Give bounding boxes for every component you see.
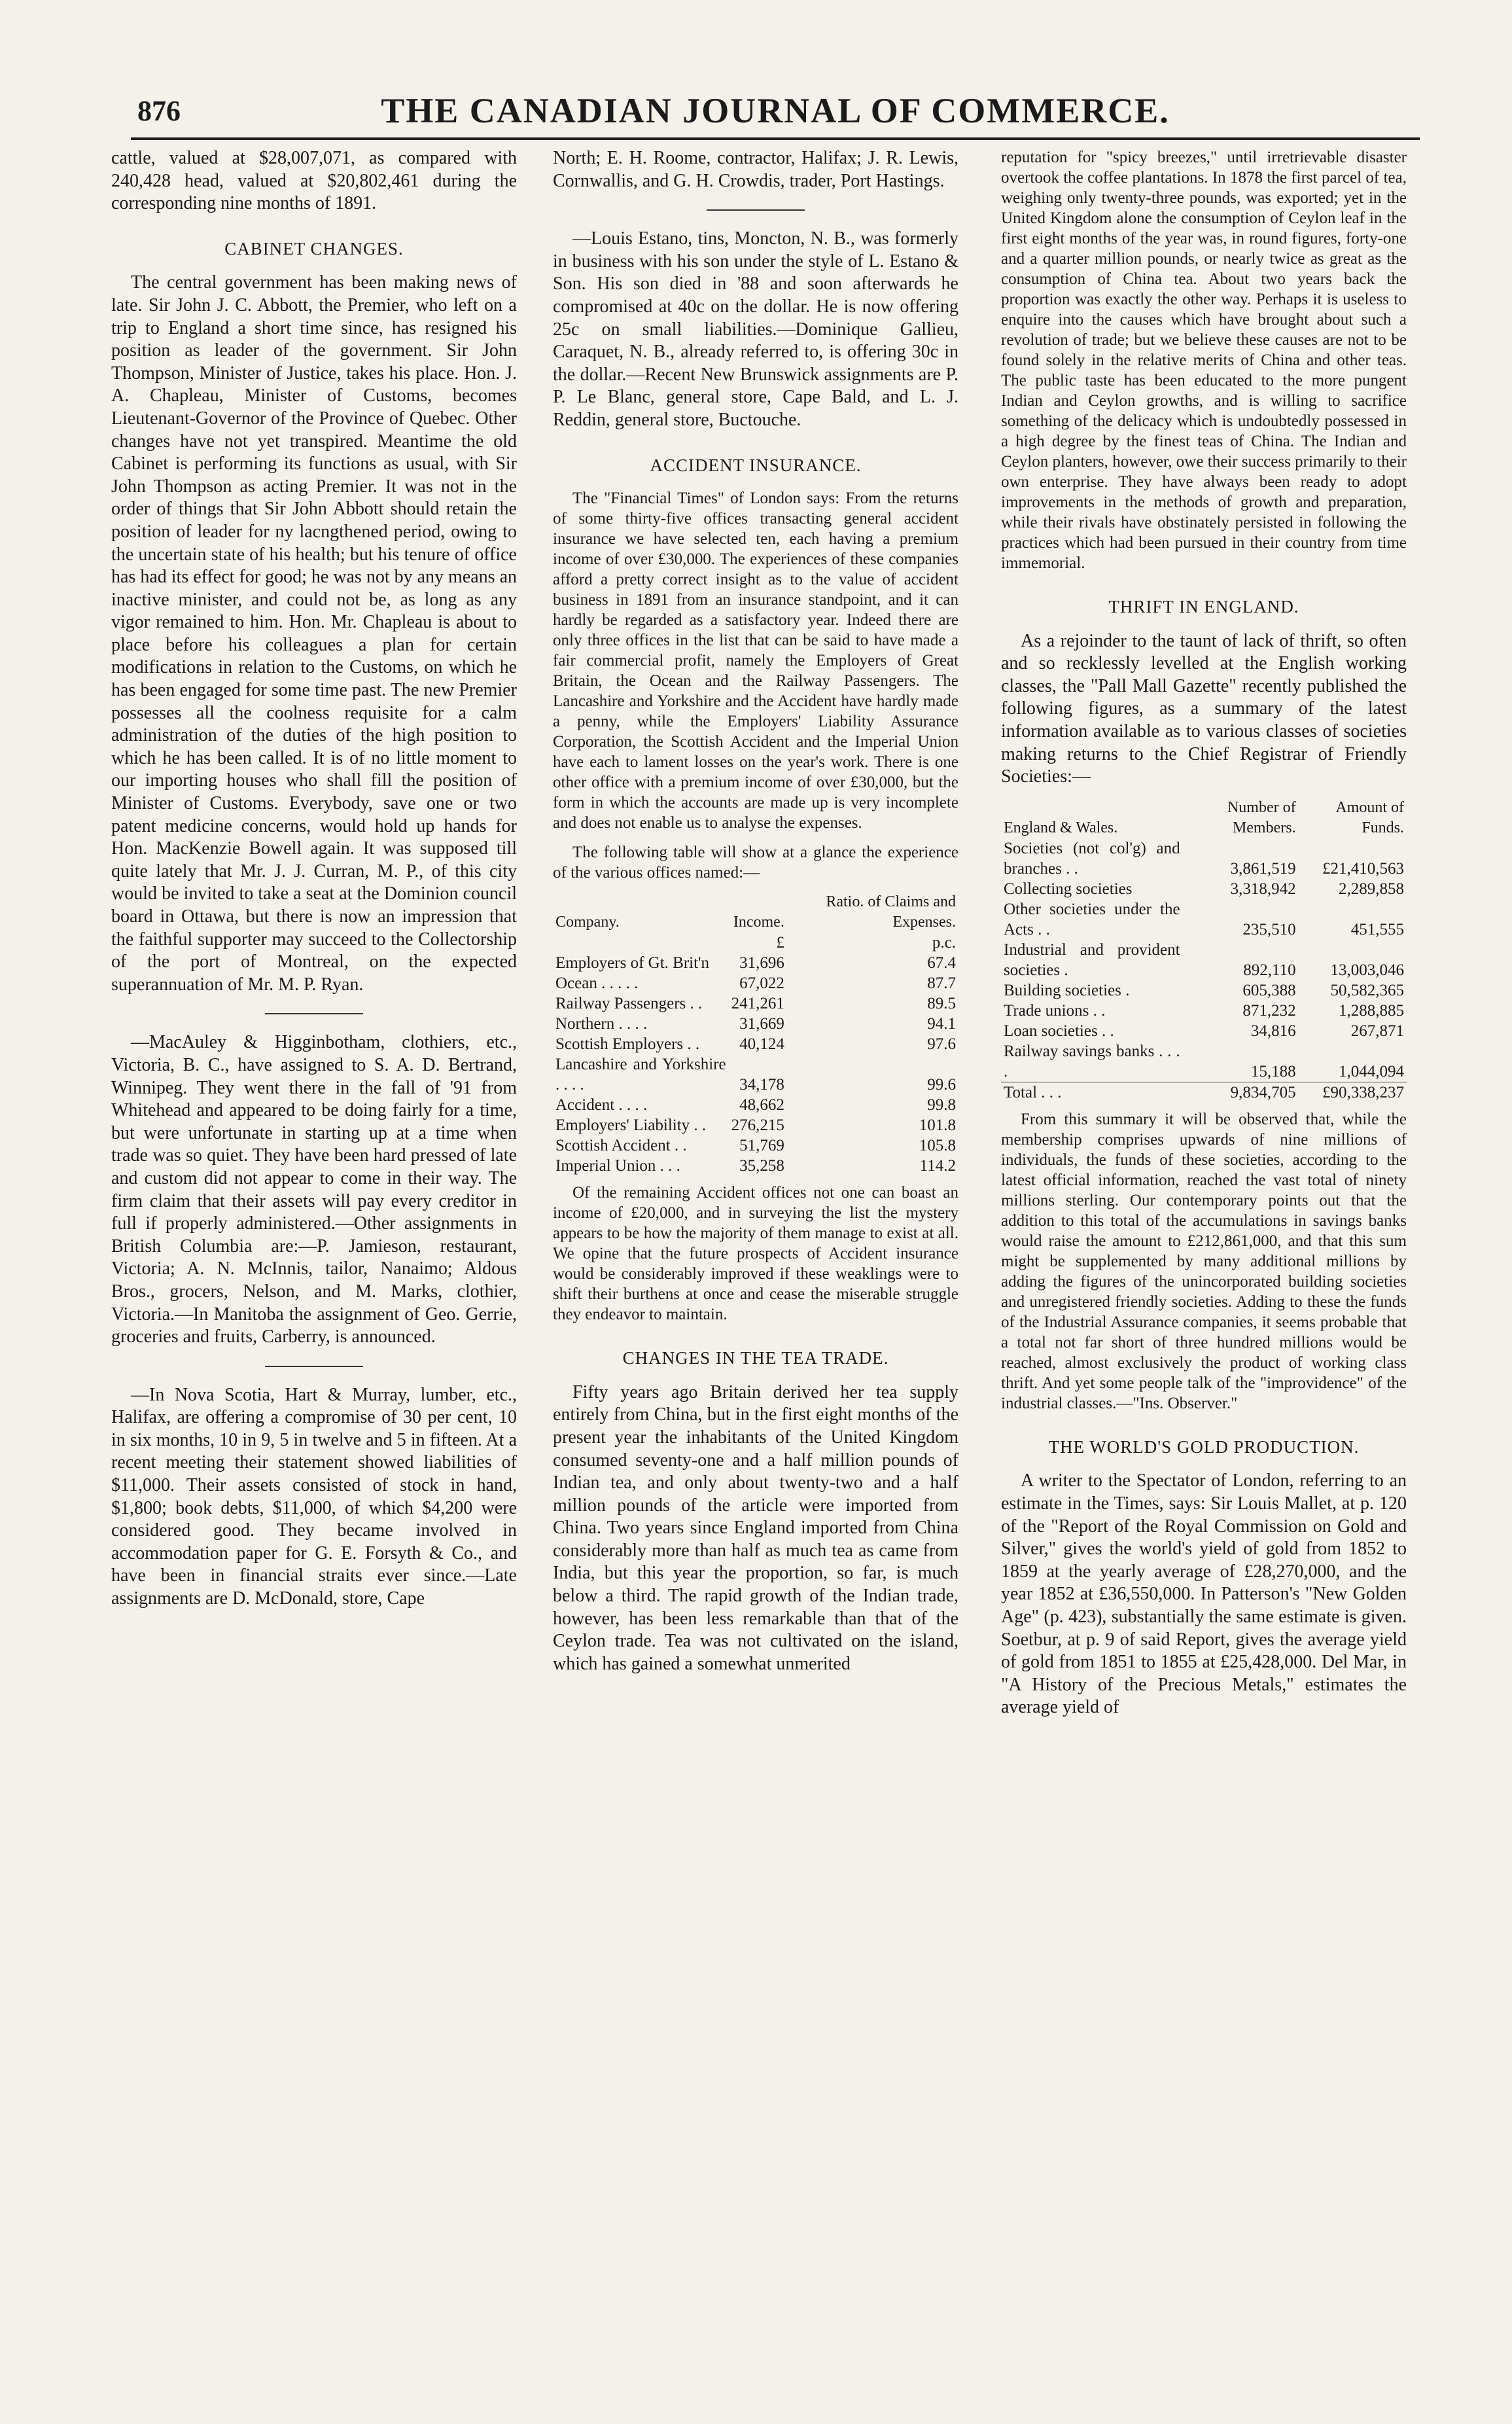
col-income: Income. (733, 914, 784, 931)
table-row: Scottish Accident . . 51,769 105.8 (555, 1137, 956, 1155)
col-funds: Amount of Funds. (1335, 798, 1404, 836)
table-row: Lancashire and Yorkshire . . . . 34,178 99.6 (555, 1056, 956, 1094)
table-row: Building societies . 605,388 50,582,365 (1004, 981, 1404, 999)
table-row: Other societies under the Acts . . 235,510 451,555 (1004, 900, 1404, 938)
table-row: Scottish Employers . . 40,124 97.6 (555, 1035, 956, 1054)
table-row: Industrial and provident societies . 892,110 13,003,046 (1004, 940, 1404, 979)
col-ratio: Ratio. of Claims and Expenses. (826, 893, 956, 931)
divider (265, 1366, 363, 1367)
table-header-row (1001, 798, 1407, 838)
table-total-row: Total . . . 9,834,705 £90,338,237 (1001, 1082, 1407, 1103)
table-row: Employers of Gt. Brit'n 31,696 67.4 (555, 954, 956, 972)
unit-income: £ (776, 934, 784, 952)
paragraph-north: North; E. H. Roome, contractor, Halifax; J. R. Lewis, Cornwallis, and G. H. Crowdis, trader, Port Hastings. (553, 148, 958, 191)
unit-ratio: p.c. (932, 934, 956, 952)
heading-cabinet-changes: CABINET CHANGES. (224, 238, 404, 258)
paragraph-tea-1: Fifty years ago Britain derived her tea supply entirely from China, but in the first eight months of the present year the inhabitants of the United Kingdom consumed seventy-one and a half million pounds of Indian tea, and only about twenty-two and a half million pounds of the article were imported from China. Two years since England imported from China considerably more than half as much tea as came from India, but this year the proportion, so far, is much below a third. The rapid growth of the Indian trade, however, has been less remarkable than that of the Ceylon trade. Tea was not cultivated on the island, which has gained a somewhat unmerited (553, 1381, 958, 1674)
paragraph-accident-1: The "Financial Times" of London says: From the returns of some thirty-five offices transacting general accident insurance we have selected ten, each having a premium income of over £30,000. The experiences of these companies afford a pretty correct insight as to the value of accident business in 1891 from an insurance standpoint, and it can hardly be regarded as a satisfactory year. Indeed there are only three offices in the list that can be said to have made a fair commercial profit, namely the Employers of Great Britain, the Ocean and the Railway Passengers. The Lancashire and Yorkshire and the Accident have hardly made a penny, while the Employers' Liability Assurance Corporation, the Scottish Accident and the Imperial Union have each to lament losses on the year's work. There is one other office with a premium income of over £30,000, but the form in which the accounts are made up is very incomplete and does not enable us to analyse the expenses. (553, 490, 958, 832)
heading-accident-insurance: ACCIDENT INSURANCE. (650, 455, 862, 475)
table-row: Imperial Union . . . 35,258 114.2 (555, 1157, 956, 1175)
journal-title: THE CANADIAN JOURNAL OF COMMERCE. (381, 91, 1170, 130)
table-row: Railway savings banks . . . . 15,188 1,044,094 (1004, 1042, 1404, 1080)
column-left (111, 147, 517, 1620)
table-row: Loan societies . . 34,816 267,871 (1004, 1022, 1404, 1040)
paragraph-cattle: cattle, valued at $28,007,071, as compared with 240,428 head, valued at $20,802,461 during the corresponding nine months of 1891. (111, 148, 517, 214)
paragraph-thrift-2: From this summary it will be observed that, while the membership comprises upwards of nine millions of individuals, the funds of these societies, according to the latest official information, reached the vast total of ninety millions sterling. Our contemporary points out that the addition to this total of the accumulations in savings banks would raise the amount to £212,861,000, and that this sum might be supplemented by many additional millions by adding the figures of the unincorporated building societies and unregistered friendly societies. Adding to these the funds of the Industrial Assurance companies, it seems probable that a total not far short of three hundred millions would be reached, almost exclusively the product of working class thrift. And yet some people talk of the "improvidence" of the industrial classes.—"Ins. Observer." (1001, 1110, 1407, 1412)
table-unit-row (553, 933, 958, 953)
paragraph-cabinet: The central government has been making news of late. Sir John J. C. Abbott, the Premier, who left on a trip to England a short time since, has resigned his position as leader of the government. Sir John Thompson, Minister of Justice, takes his place. Hon. J. A. Chapleau, Minister of Customs, becomes Lieutenant-Governor of the Province of Quebec. Other changes have not yet transpired. Meantime the old Cabinet is performing its functions as usual, with Sir John Thompson as acting Premier. It was not in the order of things that Sir John Abbott should retain the position of leader for ny lacngthened period, owing to the uncertain state of his health; but his tenure of office has had its effect for good; he was not by any means an inactive minister, and could not be, as long as any vigor remained to him. Hon. Mr. Chapleau is about to place before his colleagues a plan for certain modifications in relation to the Customs, on which he has been engaged for some time past. The new Premier possesses all the coolness requisite for a calm administration of the duties of the high position to which he has been called. It is of no little moment to our importing houses who shall fill the position of Minister of Customs. Everybody, save one or two patent medicine concerns, would hold up hands for Hon. MacKenzie Bowell again. It was supposed till quite lately that Mr. J. J. Curran, M. P., of this city would be invited to take a seat at the Dominion council board in Ottawa, but there is now an impression that the faithful supporter may succeed to the Collectorship of the port of Montreal, on the expected superannuation of Mr. M. P. Ryan. (111, 272, 517, 995)
table-row: Societies (not col'g) and branches . . 3,861,519 £21,410,563 (1004, 839, 1404, 878)
heading-thrift-england: THRIFT IN ENGLAND. (1108, 597, 1299, 616)
paragraph-estano: —Louis Estano, tins, Moncton, N. B., was formerly in business with his son under the style of L. Estano & Son. His son died in '88 and soon afterwards he compromised at 40c on the dollar. He is now offering 25c on small liabilities.—Dominique Gallieu, Caraquet, N. B., already referred to, is offering 30c in the dollar.—Recent New Brunswick assignments are P. P. Le Blanc, general store, Cape Bald, and L. J. Reddin, general store, Buctouche. (553, 228, 958, 430)
table-row: Northern . . . . 31,669 94.1 (555, 1015, 956, 1033)
paragraph-nova-scotia: —In Nova Scotia, Hart & Murray, lumber, etc., Halifax, are offering a compromise of 30 per cent, 10 in six months, 10 in 9, 5 in twelve and 5 in fifteen. At a recent meeting their statement showed liabilities of $11,000. Their assets consisted of stock in hand, $1,800; book debts, $11,000, of which $4,200 were considered good. They became involved in accommodation paper for G. E. Forsyth & Co., and have been in financial straits ever since.—Late assignments are D. McDonald, store, Cape (111, 1384, 517, 1609)
divider (265, 1013, 363, 1014)
heading-gold-production: THE WORLD'S GOLD PRODUCTION. (1048, 1436, 1360, 1457)
column-right (1001, 147, 1407, 1728)
paragraph-accident-2: The following table will show at a glance the experience of the various offices named:— (553, 844, 958, 882)
paragraph-tea-2: reputation for "spicy breezes," until irretrievable disaster overtook the coffee plantations. In 1878 the first parcel of tea, weighing only twenty-three pounds, was exported; yet in the United Kingdom alone the consumption of Ceylon leaf in the first eight months of the year was, in round figures, forty-one and a quarter million pounds, or nearly twice as great as the consumption of China tea. About two years back the proportion was exactly the other way. Perhaps it is useless to enquire into the causes which have brought about such a revolution of trade; but we believe these causes are not to be found solely in the relative merits of China and other teas. The public taste has been educated to the more pungent Indian and Ceylon growths, and is willing to sacrifice something of the delicacy which is undoubtedly possessed in a high degree by the finest teas of China. The Indian and Ceylon planters, however, owe their success primarily to their own enterprise. They have always been ready to adopt improvements in the methods of growth and preparation, while their rivals have obstinately persisted in following the practices which had been pursued in their country from time immemorial. (1001, 149, 1407, 572)
table-header-row (553, 892, 958, 933)
header-rule (131, 137, 1420, 140)
paragraph-gold-1: A writer to the Spectator of London, referring to an estimate in the Times, says: Sir Louis Mallet, at p. 120 of the "Report of the Royal Commission on Gold and Silver," gives the world's yield of gold from 1852 to 1859 at the yearly average of £28,270,000, and the year 1852 at £36,550,000. In Patterson's "New Golden Age" (p. 423), substantially the same estimate is given. Soetbur, at p. 9 of said Report, gives the average yield of gold from 1851 to 1855 at £25,428,000. Del Mar, in "A History of the Precious Metals," estimates the average yield of (1001, 1470, 1407, 1718)
accident-table (553, 892, 958, 1176)
page-number: 876 (137, 95, 181, 127)
page-header (131, 90, 1420, 149)
col-members: Number of Members. (1227, 798, 1296, 836)
divider (707, 209, 805, 211)
thrift-table (1001, 798, 1407, 1103)
table-row: Railway Passengers . . 241,261 89.5 (555, 995, 956, 1013)
table-row: Employers' Liability . . 276,215 101.8 (555, 1116, 956, 1135)
col-region: England & Wales. (1004, 819, 1118, 836)
column-middle (553, 147, 958, 1684)
table-row: Ocean . . . . . 67,022 87.7 (555, 974, 956, 993)
paragraph-thrift-1: As a rejoinder to the taunt of lack of thrift, so often and so recklessly levelled at the English working classes, the "Pall Mall Gazette" recently published the following figures, as a summary of the latest information available as to various classes of societies making returns to the Chief Registrar of Friendly Societies:— (1001, 630, 1407, 787)
table-row: Trade unions . . 871,232 1,288,885 (1004, 1001, 1404, 1020)
heading-tea-trade: CHANGES IN THE TEA TRADE. (622, 1348, 889, 1368)
table-row: Collecting societies 3,318,942 2,289,858 (1004, 880, 1404, 898)
paragraph-macauley: —MacAuley & Higginbotham, clothiers, etc., Victoria, B. C., have assigned to S. A. D. Bertrand, Winnipeg. They went there in the fall of '91 from Whitehead and appeared to be doing fairly for a time, but were unfortunate in starting up at a time when trade was so quiet. They have been hard pressed of late and custom did not appear to come in their way. The firm claim that their assets will pay every creditor in full if properly administered.—Other assignments in British Columbia are:—P. Jamieson, restaurant, Victoria; A. N. McInnis, tailor, Nanaimo; Aldous Bros., grocers, Nelson, and M. Marks, clothier, Victoria.—In Manitoba the assignment of Geo. Gerrie, groceries and fruits, Carberry, is announced. (111, 1032, 517, 1347)
paragraph-accident-3: Of the remaining Accident offices not one can boast an income of £20,000, and in surveying the list the mystery appears to be how the majority of them manage to exist at all. We opine that the future prospects of Accident insurance would be considerably improved if these weaklings were to shift their burthens at once and cease the miserable struggle they endeavor to maintain. (553, 1184, 958, 1324)
table-row: Accident . . . . 48,662 99.8 (555, 1096, 956, 1114)
col-company: Company. (555, 914, 620, 931)
